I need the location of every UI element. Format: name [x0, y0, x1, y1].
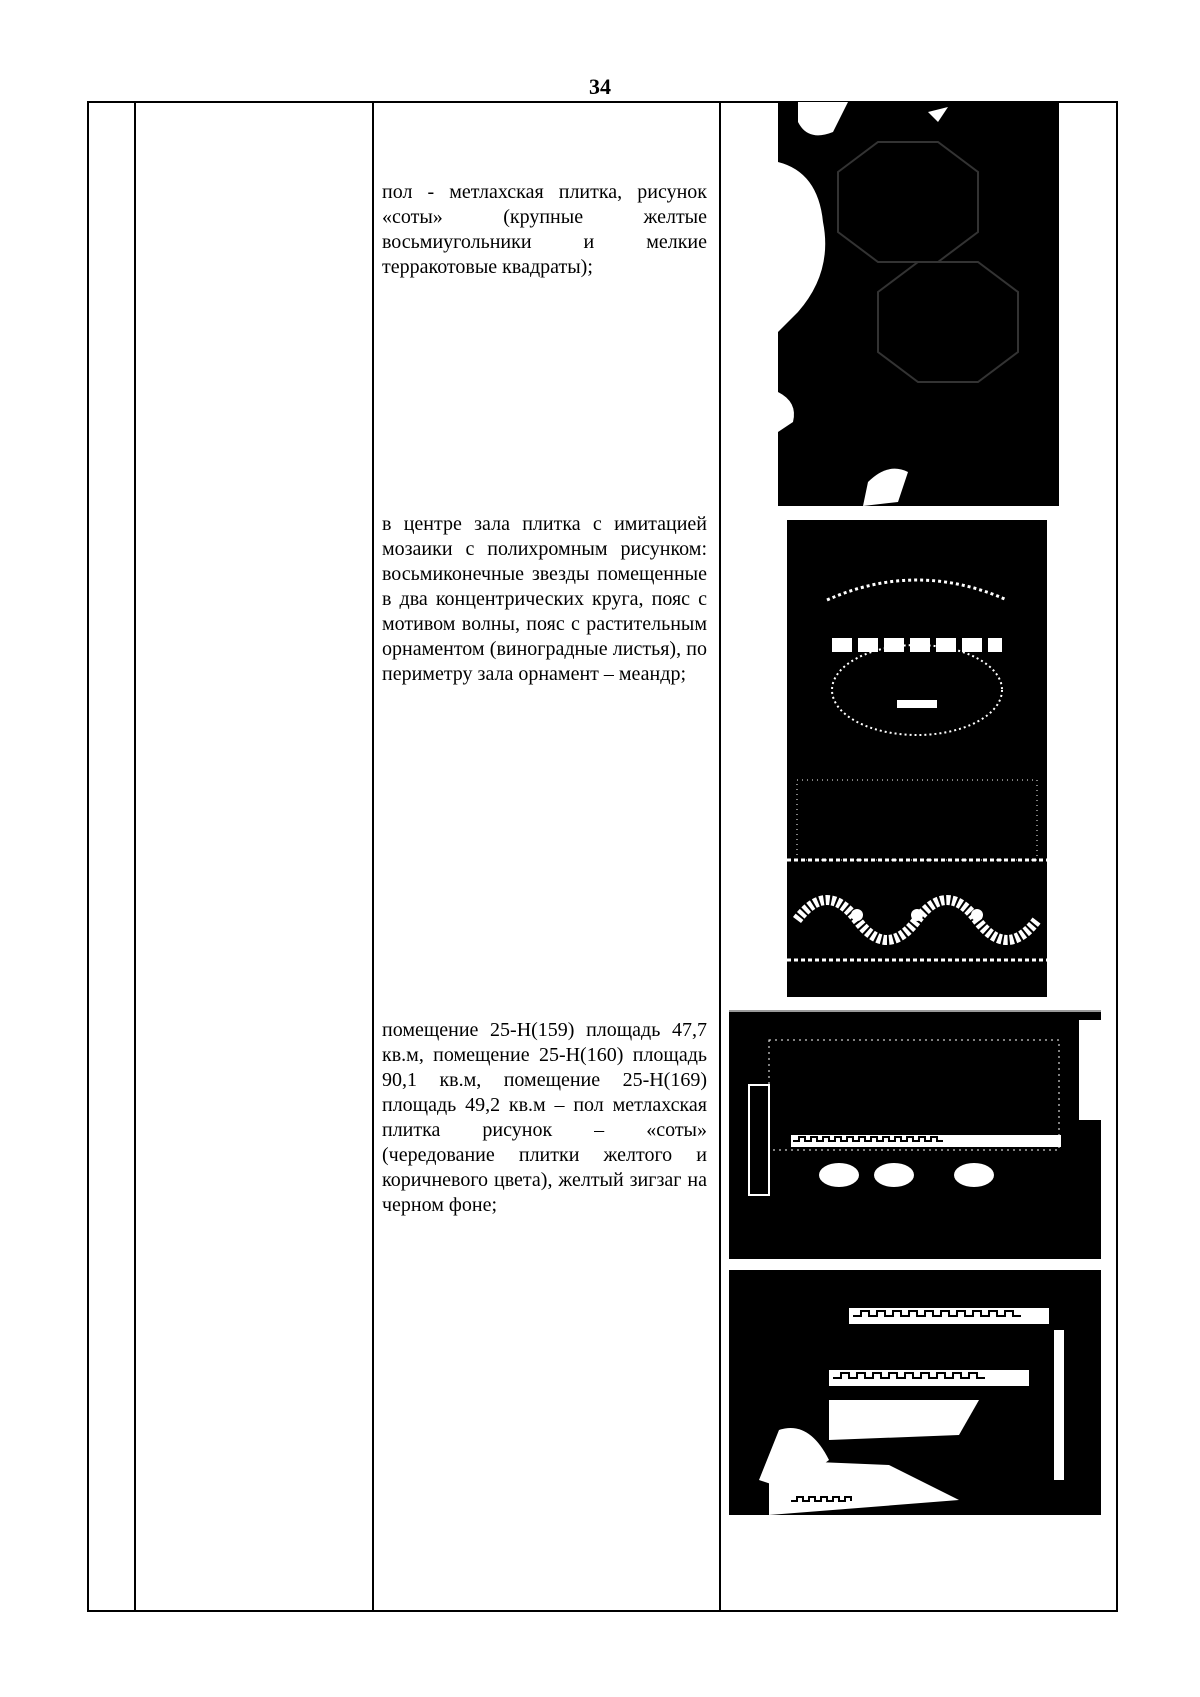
photo-mosaic-center [787, 520, 1047, 997]
description-floor-honeycomb: пол - метлахская плитка, рисунок «соты» (крупные желтые восьмиугольники и мелкие терракотовые квадраты); [382, 181, 707, 278]
photo-rooms-floor-2 [729, 1270, 1101, 1515]
column-divider-3 [719, 103, 721, 1610]
page-number: 34 [589, 74, 611, 99]
photo-honeycomb-tile [778, 102, 1059, 506]
column-divider-1 [134, 103, 136, 1610]
column-divider-2 [372, 103, 374, 1610]
description-mosaic-center: в центре зала плитка с имитацией мозаики с полихромным рисунком: восьмиконечные звезды помещенные в два концентрических круга, пояс с мотивом волны, пояс с растительным орнаментом (виноградные листья), по периметру зала орнамент – меандр; [382, 513, 707, 685]
photo-rooms-floor-1 [729, 1010, 1101, 1259]
description-rooms-25n: помещение 25-Н(159) площадь 47,7 кв.м, помещение 25-Н(160) площадь 90,1 кв.м, помещение 25-Н(169) площадь 49,2 кв.м – пол метлахская плитка рисунок – «соты» (чередование плитки желтого и коричневого цвета), желтый зигзаг на черном фоне; [382, 1019, 707, 1216]
